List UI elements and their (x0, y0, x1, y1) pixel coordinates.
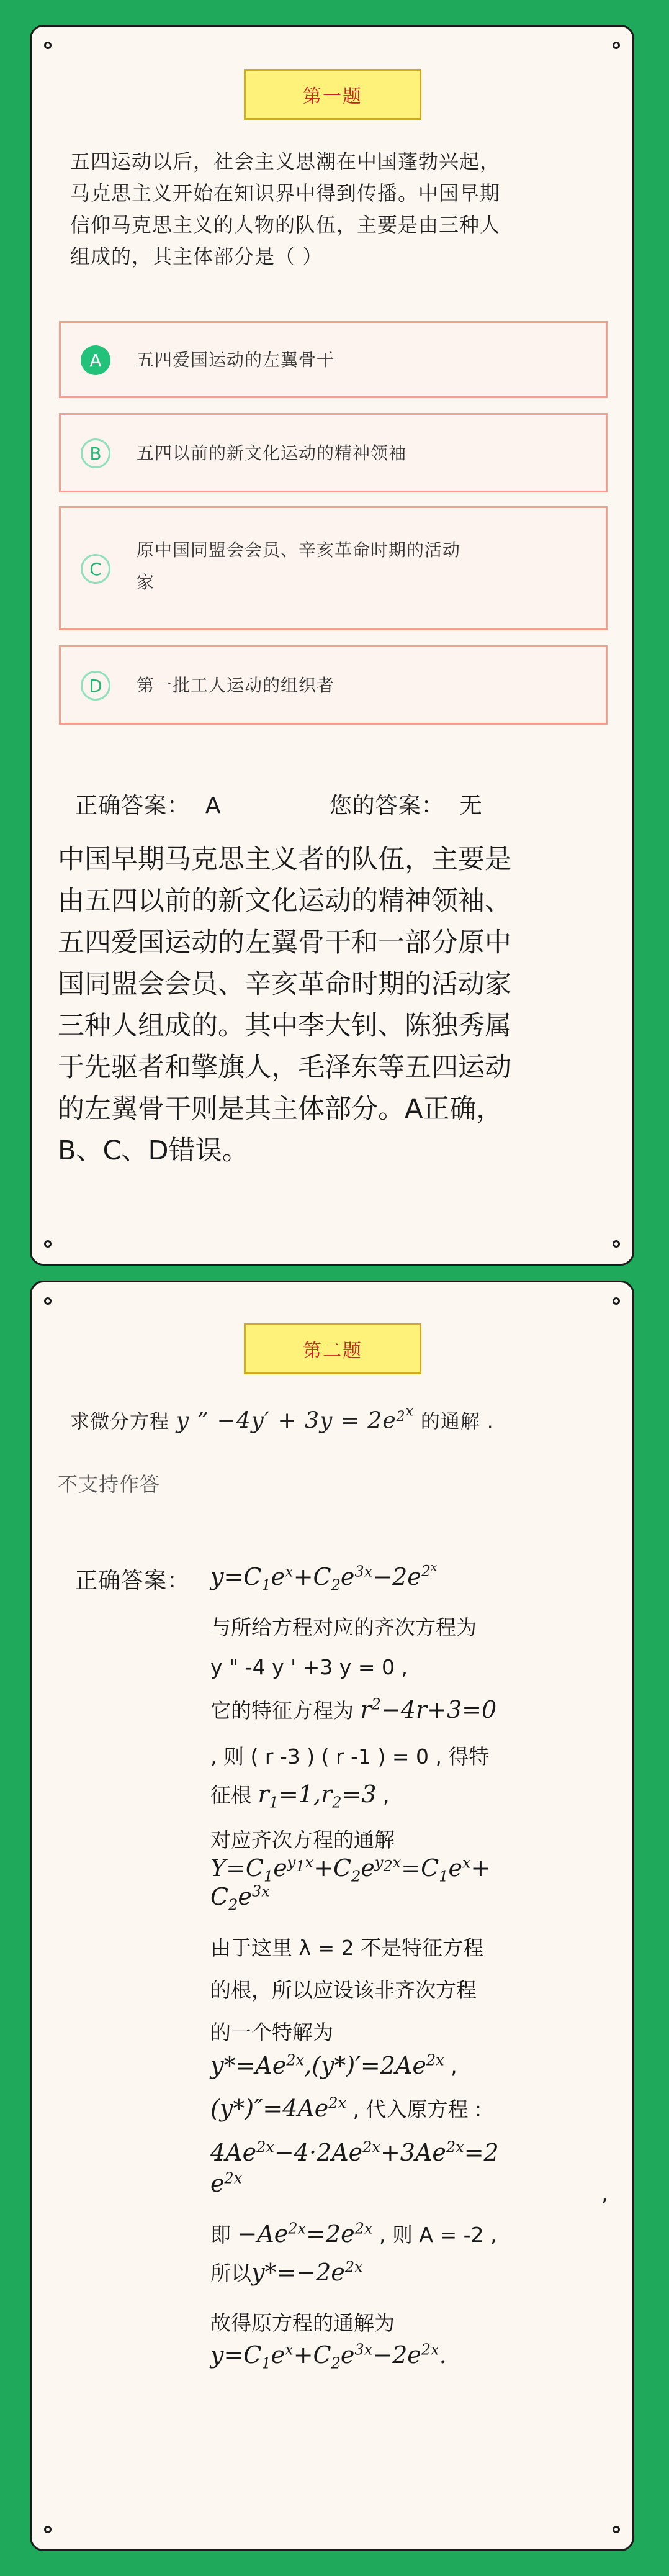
unsupported-answer-note: 不支持作答 (58, 1472, 161, 1496)
solution-line: $4Ae^{2x}-4\cdot 2Ae^{2x}+3Ae^{2x}=2$ (210, 2138, 499, 2166)
solution-line: 故得原方程的通解为 (210, 2311, 395, 2335)
solution-line: 与所给方程对应的齐次方程为 (210, 1615, 477, 1639)
question-card-2 (30, 1281, 634, 2551)
answer-explanation: 中国早期马克思主义者的队伍，主要是 由五四以前的新文化运动的精神领袖、 五四爱国运动的左翼骨干和一部分原中 国同盟会会员、辛亥革命时期的活动家 三种人组成的。其中李大钊、陈独秀属 于先驱者和擎旗人，毛泽东等五四运动 的左翼骨干则是其主体部分。A正确， B、C、D错误。 (58, 844, 511, 1166)
option-c-badge: C (81, 554, 110, 584)
option-d-badge: D (81, 671, 110, 701)
corner-rivet (44, 42, 52, 49)
corner-rivet (613, 1240, 620, 1248)
answer-summary: 正确答案： A 您的答案： 无 (75, 793, 483, 819)
option-b[interactable] (59, 413, 608, 492)
question-title: 第一题 (244, 69, 421, 120)
question-text: 求微分方程 y ” $-4y' + 3y = 2e^{2^x}$ 的通解 . (70, 1404, 494, 1434)
solution-line: 所以$y*=-2e^{2x}$ (210, 2258, 363, 2286)
corner-rivet (44, 1240, 52, 1248)
correct-answer-label: 正确答案： (75, 1568, 191, 1594)
solution-line: 征根 $r_1=1,r_2=3$ , (210, 1780, 390, 1812)
option-a[interactable] (59, 321, 608, 398)
option-d[interactable] (59, 645, 608, 725)
corner-rivet (613, 42, 620, 49)
corner-rivet (44, 1297, 52, 1305)
solution-line: 由于这里 λ = 2 不是特征方程 (210, 1936, 484, 1960)
option-c[interactable] (59, 506, 608, 630)
solution-line: 它的特征方程为 $r^2-4r+3=0$ (210, 1695, 497, 1723)
option-a-text: 五四爱国运动的左翼骨干 (137, 350, 335, 370)
corner-rivet (613, 2526, 620, 2533)
solution-line: $y*=Ae^{2x},(y*)'=2Ae^{2x}$ , (210, 2051, 457, 2079)
question-card-1 (30, 25, 634, 1266)
option-a-badge: A (81, 345, 110, 375)
solution-line: $y=C_1e^x+C_2e^{3x}-2e^{2^x}$ (210, 1561, 438, 1594)
option-c-text: 原中国同盟会会员、辛亥革命时期的活动 家 (137, 540, 461, 592)
solution-line: $Y=C_1e^{y_1x}+C_2e^{y_2x}=C_1e^x+$ (210, 1854, 491, 1885)
solution-line: 的根，所以应设该非齐次方程 (210, 1978, 477, 2002)
option-b-text: 五四以前的新文化运动的精神领袖 (137, 443, 407, 463)
solution-line: $(y*)''=4Ae^{2x}$ , 代入原方程 : (210, 2094, 482, 2122)
corner-rivet (613, 1297, 620, 1305)
solution-line: $C_2e^{3x}$ (210, 1882, 270, 1914)
solution-line: 即 $-Ae^{2x}=2e^{2x}$ , 则 A = -2 , (210, 2220, 497, 2247)
corner-rivet (44, 2526, 52, 2533)
option-d-text: 第一批工人运动的组织者 (137, 675, 335, 696)
solution-line: , 则 ( r -3 ) ( r -1 ) = 0 , 得特 (210, 1744, 490, 1769)
solution-line: $y=C_1e^x+C_2e^{3x}-2e^{2x}$. (210, 2341, 447, 2372)
option-b-badge: B (81, 438, 110, 468)
solution-line: 的一个特解为 (210, 2020, 333, 2044)
solution-line: y " -4 y ' +3 y = 0 , (210, 1655, 408, 1679)
solution-line: $e^{2x}$ , (210, 2169, 608, 2206)
question-equation: y ” −4y′ + 3y = 2e (176, 1408, 397, 1434)
question-text: 五四运动以后，社会主义思潮在中国蓬勃兴起， 马克思主义开始在知识界中得到传播。中国早期 信仰马克思主义的人物的队伍，主要是由三种人 组成的，其主体部分是（ ） (70, 150, 501, 268)
question-title: 第二题 (244, 1323, 421, 1374)
solution-line: 对应齐次方程的通解 (210, 1828, 395, 1852)
